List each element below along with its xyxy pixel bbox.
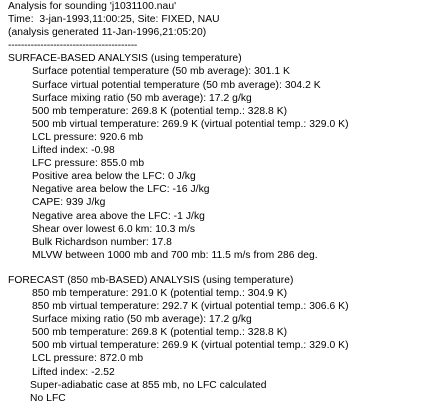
forecast-line: LCL pressure: 872.0 mb (32, 353, 144, 365)
forecast-note: No LFC (30, 392, 66, 404)
forecast-line: 850 mb temperature: 291.0 K (potential temp.: 304.9 K) (32, 287, 288, 299)
surface-section (8, 65, 444, 261)
section-gap (8, 262, 444, 274)
surface-line: Negative area below the LFC: -16 J/kg (32, 184, 210, 196)
forecast-line: 500 mb temperature: 269.8 K (potential temp.: 328.8 K) (32, 327, 288, 339)
surface-line: Lifted index: -0.98 (32, 145, 115, 157)
surface-heading: SURFACE-BASED ANALYSIS (using temperature) (8, 53, 242, 65)
surface-line: Shear over lowest 6.0 km: 10.3 m/s (32, 223, 196, 235)
sounding-analysis-document (8, 0, 444, 405)
surface-line: Surface potential temperature (50 mb average): 301.1 K (32, 66, 290, 78)
forecast-note: Super-adiabatic case at 855 mb, no LFC calculated (30, 379, 267, 391)
forecast-heading: FORECAST (850 mb-BASED) ANALYSIS (using temperature) (8, 274, 294, 286)
title-line: Analysis for sounding 'j1031100.nau' (8, 1, 177, 12)
forecast-line: 850 mb virtual temperature: 292.7 K (virtual potential temp.: 306.6 K) (32, 301, 349, 313)
generated-line: (analysis generated 11-Jan-1996,21:05:20) (8, 27, 207, 39)
separator-line: ---------------------------------------- (8, 40, 138, 52)
surface-line: Negative area above the LFC: -1 J/kg (32, 210, 205, 222)
surface-line: CAPE: 939 J/kg (32, 197, 106, 209)
surface-line: Surface virtual potential temperature (50 mb average): 304.2 K (32, 79, 321, 91)
time-line: Time: 3-jan-1993,11:00:25, Site: FIXED, NAU (8, 14, 220, 26)
surface-line: 500 mb temperature: 269.8 K (potential temp.: 328.8 K) (32, 105, 288, 117)
surface-line: MLVW between 1000 mb and 700 mb: 11.5 m/s from 286 deg. (32, 249, 318, 261)
forecast-line: Surface mixing ratio (50 mb average): 17.2 g/kg (32, 314, 252, 326)
forecast-section (8, 287, 444, 405)
surface-line: Bulk Richardson number: 17.8 (32, 236, 172, 248)
surface-line: LFC pressure: 855.0 mb (32, 158, 145, 170)
forecast-line: 500 mb virtual temperature: 269.9 K (virtual potential temp.: 329.0 K) (32, 340, 349, 352)
surface-line: Positive area below the LFC: 0 J/kg (32, 171, 196, 183)
surface-line: Surface mixing ratio (50 mb average): 17.2 g/kg (32, 92, 252, 104)
forecast-line: Lifted index: -2.52 (32, 366, 115, 378)
surface-line: 500 mb virtual temperature: 269.9 K (virtual potential temp.: 329.0 K) (32, 118, 349, 130)
surface-line: LCL pressure: 920.6 mb (32, 131, 144, 143)
